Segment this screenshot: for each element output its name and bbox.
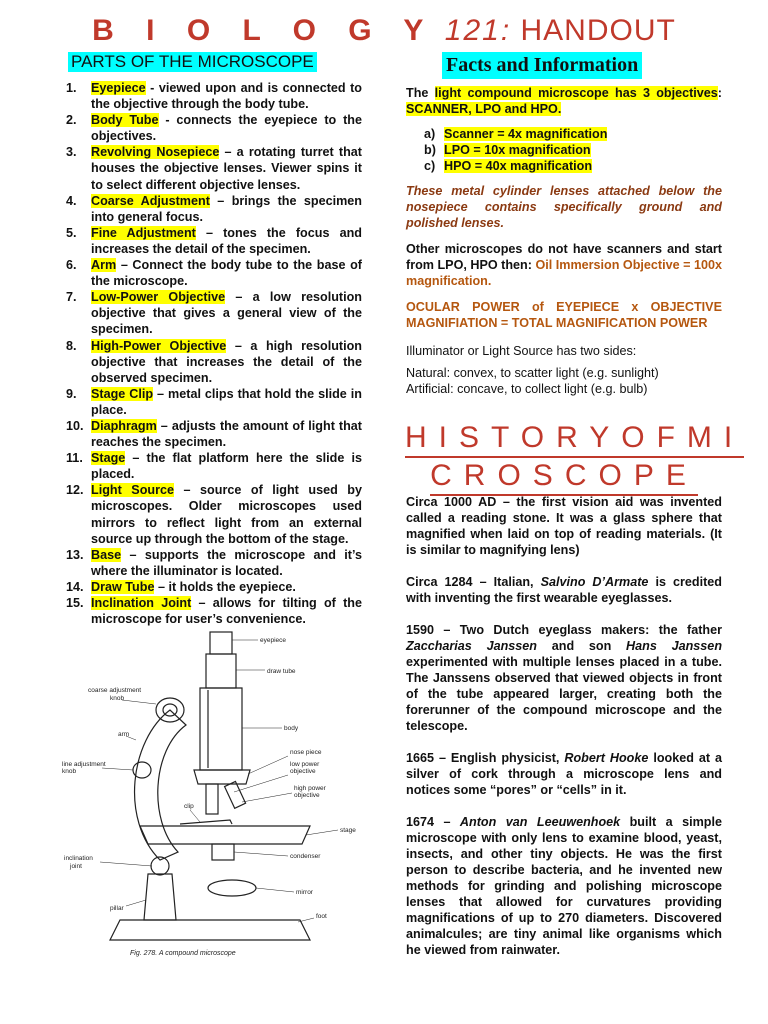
item-number: 7. — [66, 290, 77, 305]
artificial-text: Artificial: concave, to collect light (e.g. bulb) — [406, 382, 648, 396]
parts-list-item — [66, 225, 362, 257]
item-number: 13. — [66, 547, 84, 562]
parts-list-item — [66, 482, 362, 546]
item-number: 15. — [66, 596, 84, 610]
label-eyepiece: eyepiece — [260, 637, 287, 644]
label-high-power: high power — [294, 785, 326, 792]
label-low-power: low power — [290, 761, 320, 768]
part-term: Inclination Joint — [91, 596, 192, 610]
item-number: 1. — [66, 81, 77, 95]
part-term: Low-Power Objective — [91, 290, 226, 305]
part-term: High-Power Objective — [91, 338, 227, 353]
label-inclination: inclination — [64, 855, 93, 862]
mirror-shape — [208, 880, 256, 896]
parts-list-item — [66, 289, 362, 337]
clip-shape — [180, 820, 232, 824]
part-term: Base — [91, 547, 122, 562]
parts-list-item — [66, 418, 362, 450]
label-draw-tube: draw tube — [267, 668, 296, 675]
part-term: Draw Tube — [91, 579, 155, 594]
parts-list-item — [66, 193, 362, 225]
label-condenser: condenser — [290, 853, 321, 860]
history-entry: 1665 – English physicist, Robert Hooke looked at a silver of cork through a microscope lens and notices some “pores” or “cells” in it. — [406, 751, 722, 797]
part-term: Stage Clip — [91, 386, 154, 401]
part-description: - connects the eyepiece to the objectives. — [91, 113, 362, 144]
label-mirror: mirror — [296, 889, 313, 896]
part-term: Stage — [91, 451, 126, 466]
parts-list-item — [66, 450, 362, 482]
item-number: 8. — [66, 338, 77, 353]
figure-caption: Fig. 278. A compound microscope — [130, 950, 236, 957]
fine-knob-shape — [133, 762, 151, 778]
mag-item: b) LPO = 10x magnification — [424, 143, 591, 157]
label-body: body — [284, 725, 299, 732]
parts-list-item — [66, 547, 362, 579]
part-description: – it holds the eyepiece. — [154, 579, 296, 594]
label-coarse: coarse adjustment — [88, 687, 142, 694]
parts-list-item — [66, 579, 362, 595]
part-description: – a low resolution objective that gives a general view of the specimen. — [91, 290, 362, 337]
parts-heading: PARTS OF THE MICROSCOPE — [68, 52, 317, 72]
label-fine: line adjustment — [62, 761, 106, 768]
foot-shape — [110, 920, 310, 940]
label-arm: arm — [118, 731, 130, 738]
label-stage: stage — [340, 827, 356, 834]
item-number: 3. — [66, 145, 77, 160]
nosepiece-shape — [194, 770, 250, 784]
parts-list-item — [66, 144, 362, 192]
part-description: - viewed upon and is connected to the objective through the body tube. — [91, 81, 362, 112]
draw-tube-shape — [206, 654, 236, 688]
part-term: Eyepiece — [91, 81, 146, 95]
history-entry: Circa 1284 – Italian, Salvino D’Armate is credited with inventing the first wearable eyeglasses. — [406, 575, 722, 605]
low-objective-shape — [206, 784, 218, 814]
facts-heading: Facts and Information — [442, 52, 642, 79]
part-description: – the flat platform here the slide is placed. — [91, 451, 362, 482]
mag-item: a) Scanner = 4x magnification — [424, 127, 608, 141]
arm-shape — [135, 710, 186, 860]
part-term: Coarse Adjustment — [91, 193, 210, 208]
item-number: 11. — [66, 451, 83, 466]
label-knob: knob — [62, 768, 77, 775]
part-term: Light Source — [91, 483, 174, 498]
label-clip: clip — [184, 803, 194, 810]
item-number: 4. — [66, 193, 77, 208]
item-number: 9. — [66, 386, 77, 401]
part-description: – supports the microscope and it’s where the illuminator is located. — [91, 547, 362, 578]
item-number: 2. — [66, 113, 77, 128]
parts-list-item — [66, 595, 362, 627]
part-description: – a high resolution objective that increases the detail of the observed specimen. — [91, 338, 363, 385]
part-term: Arm — [91, 258, 117, 273]
eyepiece-shape — [210, 632, 232, 654]
page-title: B I O L O G Y 121: HANDOUT — [92, 14, 676, 47]
parts-list-item — [66, 338, 362, 386]
part-term: Body Tube — [91, 113, 159, 128]
label-objective: objective — [290, 768, 316, 775]
label-knob: knob — [110, 695, 125, 702]
natural-text: Natural: convex, to scatter light (e.g. sunlight) — [406, 366, 659, 380]
illuminator-text: Illuminator or Light Source has two sides: — [406, 344, 637, 358]
item-number: 6. — [66, 258, 77, 273]
high-objective-shape — [225, 781, 246, 808]
part-term: Diaphragm — [91, 418, 157, 433]
facts-intro: The light compound microscope has 3 objectives: SCANNER, LPO and HPO. — [406, 86, 722, 116]
item-number: 5. — [66, 225, 77, 240]
part-term: Fine Adjustment — [91, 225, 196, 240]
history-entry: 1674 – Anton van Leeuwenhoek built a simple microscope with only lens to examine blood, yeast, insects, and other tiny objects. He was the first person to describe bacteria, and he invented new methods for grinding and polishing microscope lenses that allowed for curvatures providing magnifications of up to 270 diameters. Discovered animalcules; are tiny animal like organisms which he viewed from rainwater. — [406, 815, 722, 957]
part-description: – brings the specimen into general focus. — [91, 193, 362, 224]
label-joint: joint — [70, 863, 82, 870]
parts-list-item — [66, 257, 362, 289]
microscope-diagram — [60, 630, 365, 960]
item-number: 10. — [66, 418, 84, 433]
parts-list-item — [66, 112, 362, 144]
other-microscopes: Other microscopes do not have scanners and start from LPO, HPO then: Oil Immersion Objective = 100x magnification. — [406, 242, 723, 288]
label-nose-piece: nose piece — [290, 749, 322, 756]
condenser-shape — [212, 844, 234, 860]
part-description: – a rotating turret that houses the objective lenses. Viewer spins it to select different objective lenses. — [91, 145, 362, 192]
history-entry: 1590 – Two Dutch eyeglass makers: the father Zaccharias Janssen and son Hans Janssen experimented with multiple lenses placed in a tube. The Janssens observed that viewed objects in front of the tube appeared larger, creating both the forerunner of the compound microscope and the telescope. — [406, 623, 723, 733]
parts-list — [66, 80, 362, 627]
parts-list-item — [66, 386, 362, 418]
part-description: – metal clips that hold the slide in place. — [91, 386, 362, 417]
label-objective: objective — [294, 792, 320, 799]
item-number: 14. — [66, 579, 84, 594]
ocular-power: OCULAR POWER of EYEPIECE x OBJECTIVE MAGNIFIATION = TOTAL MAGNIFICATION POWER — [406, 300, 722, 330]
part-description: – tones the focus and increases the detail of the specimen. — [91, 225, 362, 256]
history-entry: Circa 1000 AD – the first vision aid was invented called a reading stone. It was a glass sphere that magnified when laid on top of reading materials. (It is similar to magnifying lens) — [406, 495, 722, 557]
label-foot: foot — [316, 913, 327, 920]
part-description: – source of light used by microscopes. Older microscopes used mirrors to reflect light from an external source up through the bottom of the stage. — [91, 483, 362, 546]
stage-shape — [140, 826, 310, 844]
magnification-list — [424, 126, 722, 174]
part-description: – adjusts the amount of light that reaches the specimen. — [91, 418, 362, 450]
history-heading: HISTORYOFMI CROSCOPE — [405, 420, 723, 496]
part-term: Revolving Nosepiece — [91, 145, 220, 160]
part-description: – allows for tilting of the microscope for user’s convenience. — [91, 596, 362, 627]
item-number: 12. — [66, 483, 84, 498]
label-pillar: pillar — [110, 905, 124, 912]
parts-list-item — [66, 80, 362, 112]
pillar-shape — [144, 874, 176, 920]
history-section — [406, 494, 722, 974]
facts-section — [406, 85, 722, 397]
lenses-note: These metal cylinder lenses attached below the nosepiece contains specifically ground and polished lenses. — [406, 184, 722, 230]
part-description: – Connect the body tube to the base of the microscope. — [91, 258, 362, 289]
body-tube-shape — [200, 688, 242, 770]
mag-item: c) HPO = 40x magnification — [424, 159, 593, 173]
